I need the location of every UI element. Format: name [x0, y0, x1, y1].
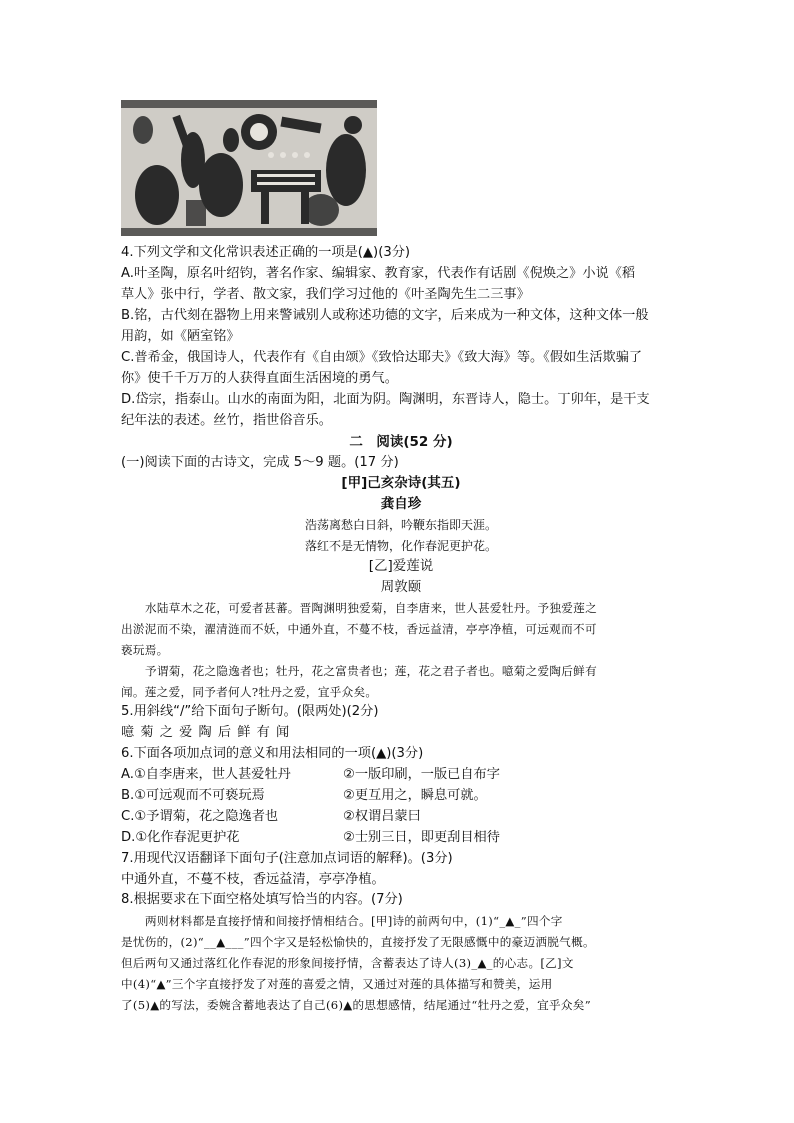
q6-option-b-1: B.①可远观而不可亵玩焉 — [121, 788, 265, 803]
prose-para1-line2: 出淤泥而不染，濯清涟而不妖，中通外直，不蔓不枝，香远益清，亭亭净植，可远观而不可 — [121, 622, 597, 636]
q8-line-5: 了(5)▲的写法，委婉含蓄地表达了自己(6)▲的思想感情，结尾通过“牡丹之爱，宜乎众矣” — [121, 998, 591, 1012]
q5-sentence: 噫 菊 之 爱 陶 后 鲜 有 闻 — [121, 725, 291, 740]
q5-stem: 5.用斜线“/”给下面句子断句。(限两处)(2分) — [121, 704, 379, 719]
q6-option-d-1: D.①化作春泥更护花 — [121, 830, 240, 845]
section-intro: (一)阅读下面的古诗文，完成 5～9 题。(17 分) — [121, 455, 399, 470]
q6-option-c-2: ②权谓吕蒙曰 — [343, 809, 421, 824]
poem-title: [甲]己亥杂诗(其五) — [341, 475, 461, 491]
q4-option-b-line1: B.铭，古代刻在器物上用来警诫别人或称述功德的文字，后来成为一种文体，这种文体一般 — [121, 308, 649, 323]
prose-para2-line2: 闻。莲之爱，同予者何人?牡丹之爱，宜乎众矣。 — [121, 685, 378, 699]
q8-line-4: 中(4)“▲”三个字直接抒发了对莲的喜爱之情，又通过对莲的具体描写和赞美，运用 — [121, 977, 553, 991]
q4-option-a-line1: A.叶圣陶，原名叶绍钧，著名作家、编辑家、教育家，代表作有话剧《倪焕之》小说《稻 — [121, 266, 636, 281]
q7-stem: 7.用现代汉语翻译下面句子(注意加点词语的解释)。(3分) — [121, 851, 453, 866]
poem-line-2: 落红不是无情物，化作春泥更护花。 — [304, 539, 497, 553]
q6-option-d-2: ②士别三日，即更刮目相待 — [343, 830, 500, 845]
q4-option-a-line2: 草人》张中行，学者、散文家，我们学习过他的《叶圣陶先生二三事》 — [121, 287, 530, 302]
poem-line-1: 浩荡离愁白日斜，吟鞭东指即天涯。 — [304, 518, 497, 532]
prose-para1-line1: 水陆草木之花，可爱者甚蕃。晋陶渊明独爱菊，自李唐来，世人甚爱牡丹。予独爱莲之 — [145, 601, 597, 615]
prose-para2-line1: 予谓菊，花之隐逸者也；牡丹，花之富贵者也；莲，花之君子者也。噫菊之爱陶后鲜有 — [145, 664, 597, 678]
q8-line-3: 但后两句又通过落红化作春泥的形象间接抒情，含蓄表达了诗人(3)_▲_的心志。[乙]文 — [121, 956, 574, 970]
q8-line-2: 是忧伤的，(2)“__▲___”四个字又是轻松愉快的，直接抒发了无限感慨中的豪迈洒脱气概。 — [121, 935, 595, 949]
q7-sentence: 中通外直，不蔓不枝，香远益清，亭亭净植。 — [121, 872, 385, 887]
stone-relief-rubbing-image — [121, 100, 377, 236]
q6-option-b-2: ②更互用之，瞬息可就。 — [343, 788, 487, 803]
q4-option-d-line2: 纪年法的表述。丝竹，指世俗音乐。 — [121, 413, 332, 428]
q6-option-a-2: ②一版印刷，一版已自布字 — [343, 767, 500, 782]
q4-option-c-line2: 你》使千千万万的人获得直面生活困境的勇气。 — [121, 371, 398, 386]
q8-line-1: 两则材料都是直接抒情和间接抒情相结合。[甲]诗的前两句中，(1)“_▲_”四个字 — [145, 914, 563, 928]
prose-title: [乙]爱莲说 — [368, 558, 434, 574]
q8-stem: 8.根据要求在下面空格处填写恰当的内容。(7分) — [121, 892, 403, 907]
q4-option-d-line1: D.岱宗，指泰山。山水的南面为阳，北面为阴。陶渊明，东晋诗人，隐士。丁卯年，是干支 — [121, 392, 650, 407]
poem-author: 龚自珍 — [380, 496, 422, 512]
prose-para1-line3: 亵玩焉。 — [121, 643, 169, 657]
q4-stem: 4.下列文学和文化常识表述正确的一项是(▲)(3分) — [121, 245, 411, 260]
q4-option-c-line1: C.普希金，俄国诗人，代表作有《自由颂》《致恰达耶夫》《致大海》等。《假如生活欺骗了 — [121, 350, 643, 365]
q6-option-c-1: C.①予谓菊，花之隐逸者也 — [121, 809, 279, 824]
q6-stem: 6.下面各项加点词的意义和用法相同的一项(▲)(3分) — [121, 746, 424, 761]
q4-option-b-line2: 用韵，如《陋室铭》 — [121, 329, 240, 344]
section-heading: 二 阅读(52 分) — [349, 434, 453, 450]
prose-author: 周敦颐 — [380, 579, 422, 595]
rubbing-illustration — [121, 100, 377, 236]
q6-option-a-1: A.①自李唐来，世人甚爱牡丹 — [121, 767, 291, 782]
